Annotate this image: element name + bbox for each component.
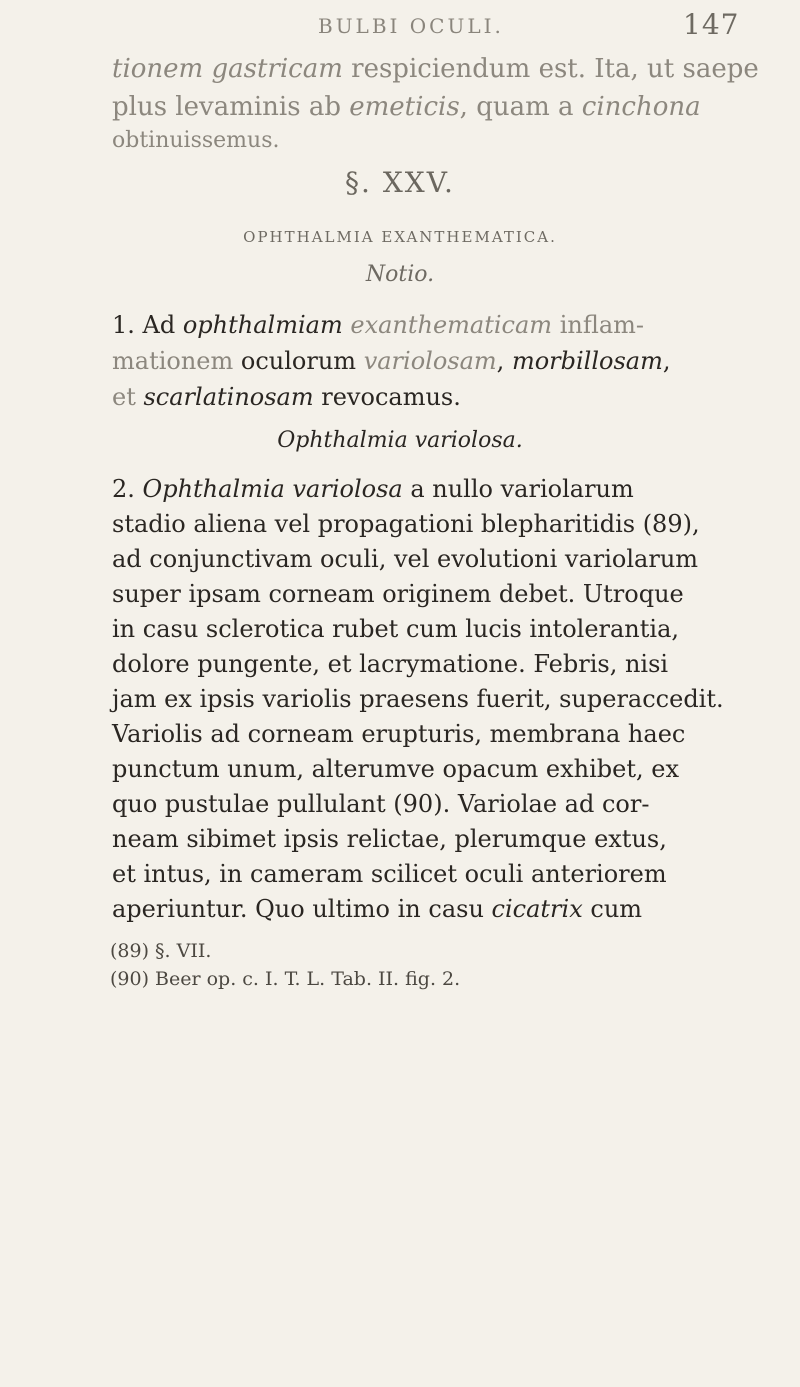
running-head <box>0 4 800 44</box>
footnote-90: (90) Beer op. c. I. T. L. Tab. II. fig. 2. <box>110 968 461 990</box>
para2-line-1: 2. Ophthalmia variolosa a nullo variolarum <box>112 475 634 503</box>
para1-line-1: 1. Ad ophthalmiam exanthematicam inflam- <box>112 311 645 339</box>
para2-line-2: stadio aliena vel propagationi blepharitidis (89), <box>112 510 700 538</box>
continuation-line-2: plus levaminis ab emeticis, quam a cinchona <box>112 92 701 122</box>
para2-line-6: dolore pungente, et lacrymatione. Febris, nisi <box>112 650 669 678</box>
para2-line-7: jam ex ipsis variolis praesens fuerit, superaccedit. <box>112 685 724 713</box>
subheading: Ophthalmia variolosa. <box>277 428 523 453</box>
para2-line-9: punctum unum, alterumve opacum exhibet, ex <box>112 755 679 783</box>
section-number: §. XXV. <box>345 166 455 199</box>
para1-line-2: mationem oculorum variolosam, morbillosam, <box>112 347 671 375</box>
continuation-line-1: tionem gastricam respiciendum est. Ita, ut saepe <box>112 54 759 84</box>
page-number: 147 <box>683 8 740 41</box>
para2-line-3: ad conjunctivam oculi, vel evolutioni variolarum <box>112 545 699 573</box>
para1-line-3: et scarlatinosam revocamus. <box>112 383 461 411</box>
para2-line-13: aperiuntur. Quo ultimo in casu cicatrix cum <box>112 895 643 923</box>
para2-line-5: in casu sclerotica rubet cum lucis intolerantia, <box>112 615 680 643</box>
para2-line-11: neam sibimet ipsis relictae, plerumque extus, <box>112 825 667 853</box>
para2-line-10: quo pustulae pullulant (90). Variolae ad cor- <box>112 790 650 818</box>
para2-line-8: Variolis ad corneam erupturis, membrana haec <box>112 720 686 748</box>
footnote-89: (89) §. VII. <box>110 940 212 962</box>
section-title: OPHTHALMIA EXANTHEMATICA. <box>243 228 557 246</box>
notio-label: Notio. <box>365 262 435 287</box>
running-title: BULBI OCULI. <box>318 14 504 38</box>
para2-line-12: et intus, in cameram scilicet oculi anteriorem <box>112 860 667 888</box>
continuation-line-3: obtinuissemus. <box>112 128 280 153</box>
para2-line-4: super ipsam corneam originem debet. Utroque <box>112 580 684 608</box>
